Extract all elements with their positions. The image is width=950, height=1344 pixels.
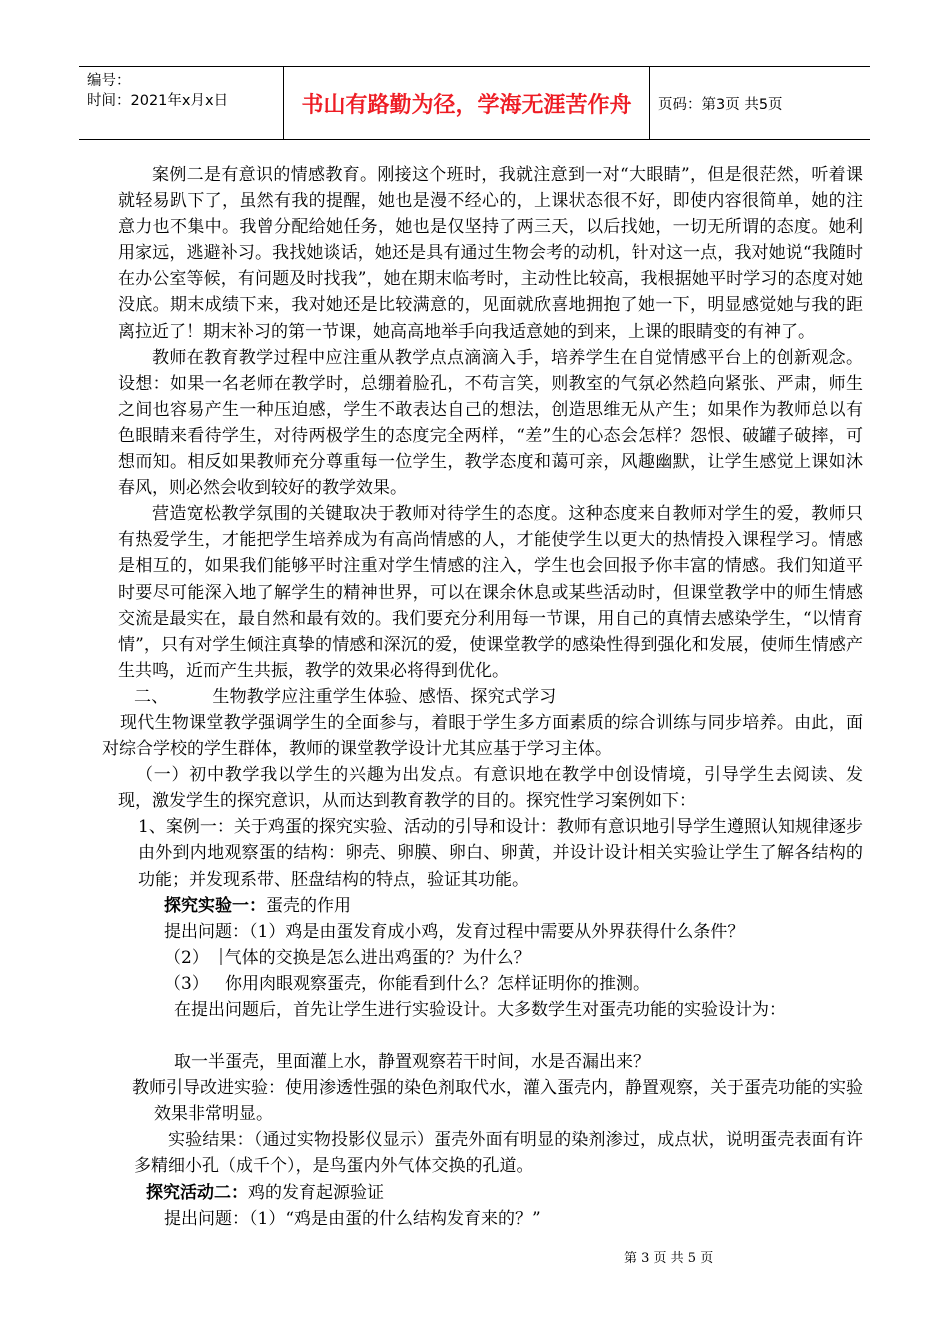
- question-three-number: （3）: [164, 973, 209, 994]
- code-label: 编号：: [87, 73, 131, 89]
- experiment-one-title: 蛋壳的作用: [266, 895, 351, 916]
- header-page-label: 页码：第3页 共5页: [658, 96, 783, 113]
- paragraph-teacher-emotion: 教师在教育教学过程中应注重从教学点点滴滴入手，培养学生在自觉情感平台上的创新观念。设想：如果一名老师在教学时，总绷着脸孔，不苟言笑，则教室的气氛必然趋向紧张、严肃，师生之间也容易产生一种压迫感，学生不敢表达自己的想法，创造思维无从产生；如果作为教师总以有色眼睛来看待学生，对待两极学生的态度完全两样，“差”生的心态会怎样？怨恨、破罐子破摔，可想而知。相反如果教师充分尊重每一位学生，教学态度和蔼可亲，风趣幽默，让学生感觉上课如沐春风，则必然会收到较好的教学效果。: [118, 347, 863, 499]
- document-body: [102, 162, 863, 1232]
- section-two-number: 二、: [134, 686, 169, 707]
- blank-line: [118, 1023, 863, 1049]
- experiment-one-heading: [118, 893, 863, 919]
- time-label: 时间：2021年x月x日: [87, 93, 229, 109]
- paragraph-case-two: 案例二是有意识的情感教育。刚接这个班时，我就注意到一对“大眼睛”，但是很茫然，听着课就轻易趴下了，虽然有我的提醒，她也是漫不经心的，上课状态很不好，即使内容很简单，她的注意力也不集中。我曾分配给她任务，她也是仅坚持了两三天，以后找她，一切无所谓的态度。她利用家远，逃避补习。我找她谈话，她还是具有通过生物会考的动机，针对这一点，我对她说“我随时在办公室等候，有问题及时找我”，她在期末临考时，主动性比较高，我根据她平时学习的态度对她没底。期末成绩下来，我对她还是比较满意的，见面就欣喜地拥抱了她一下，明显感觉她与我的距离拉近了！期末补习的第一节课，她高高地举手向我适意她的到来，上课的眼睛变的有神了。: [118, 165, 863, 342]
- design-intro: 在提出问题后，首先让学生进行实验设计。大多数学生对蛋壳功能的实验设计为：: [174, 1000, 786, 1020]
- paragraph-junior-teaching: （一）初中教学我以学生的兴趣为出发点。有意识地在教学中创设情境，引导学生去阅读、发现，激发学生的探究意识，从而达到教育教学的目的。探究性学习案例如下：: [118, 765, 863, 812]
- paragraph-atmosphere: 营造宽松教学氛围的关键取决于教师对待学生的态度。这种态度来自教师对学生的爱，教师只有热爱学生，才能把学生培养成为有高尚情感的人，才能使学生以更大的热情投入课程学习。情感是相互的，如果我们能够平时注重对学生情感的注入，学生也会回报予你丰富的情感。我们知道平时要尽可能深入地了解学生的精神世界，可以在课余休息或某些活动时，但课堂教学中的师生情感交流是最实在，最自然和最有效的。我们要充分利用每一节课，用自己的真情去感染学生，“以情育情”，只有对学生倾注真挚的情感和深沉的爱，使课堂教学的感染性得到强化和发展，使师生情感产生共鸣，近而产生共振，教学的效果必将得到优化。: [118, 504, 863, 681]
- activity-two-title: 鸡的发育起源验证: [248, 1182, 384, 1203]
- header-motto: 书山有路勤为径，学海无涯苦作舟: [284, 67, 650, 139]
- header-left-cell: [79, 67, 284, 139]
- experiment-result: 实验结果：（通过实物投影仪显示）蛋壳外面有明显的染剂渗过，成点状，说明蛋壳表面有许多精细小孔（成千个），是鸟蛋内外气体交换的孔道。: [134, 1130, 863, 1177]
- page-footer: 第 3 页 共 5 页: [624, 1251, 714, 1266]
- experiment-one-label: 探究实验一：: [164, 895, 266, 916]
- question-three-text: 你用肉眼观察蛋壳，你能看到什么？怎样证明你的推测。: [225, 973, 651, 994]
- page-header: [79, 66, 870, 140]
- question-two-number: （2）: [164, 947, 209, 968]
- improve-text: 教师引导改进实验：使用渗透性强的染色剂取代水，灌入蛋壳内，静置观察，关于蛋壳功能的实验效果非常明显。: [132, 1078, 863, 1125]
- paragraph-case-one: 1、案例一：关于鸡蛋的探究实验、活动的引导和设计：教师有意识地引导学生遵照认知规律逐步由外到内地观察蛋的结构：卵壳、卵膜、卵白、卵黄，并设计设计相关实验让学生了解各结构的功能；并发现系带、胚盘结构的特点，验证其功能。: [138, 817, 863, 890]
- section-two-heading: [118, 684, 863, 710]
- paragraph-modern-biology: 现代生物课堂教学强调学生的全面参与，着眼于学生多方面素质的综合训练与同步培养。由此，面对综合学校的学生群体，教师的课堂教学设计尤其应基于学习主体。: [102, 712, 863, 760]
- activity-two-label: 探究活动二：: [146, 1182, 248, 1203]
- activity-two-question: 提出问题：（1）“鸡是由蛋的什么结构发育来的？”: [164, 1208, 541, 1229]
- activity-two-heading: [118, 1180, 863, 1206]
- question-one: 提出问题：（1）鸡是由蛋发育成小鸡，发育过程中需要从外界获得什么条件？: [164, 921, 745, 942]
- text-cursor-marker: [220, 948, 222, 965]
- question-three: [118, 971, 863, 997]
- question-two: [118, 945, 863, 971]
- design-method: 取一半蛋壳，里面灌上水，静置观察若干时间，水是否漏出来？: [174, 1052, 650, 1073]
- question-two-text: 气体的交换是怎么进出鸡蛋的？为什么？: [224, 947, 531, 968]
- improve-experiment: [118, 1075, 863, 1127]
- section-two-title: 生物教学应注重学生体验、感悟、探究式学习: [212, 686, 557, 707]
